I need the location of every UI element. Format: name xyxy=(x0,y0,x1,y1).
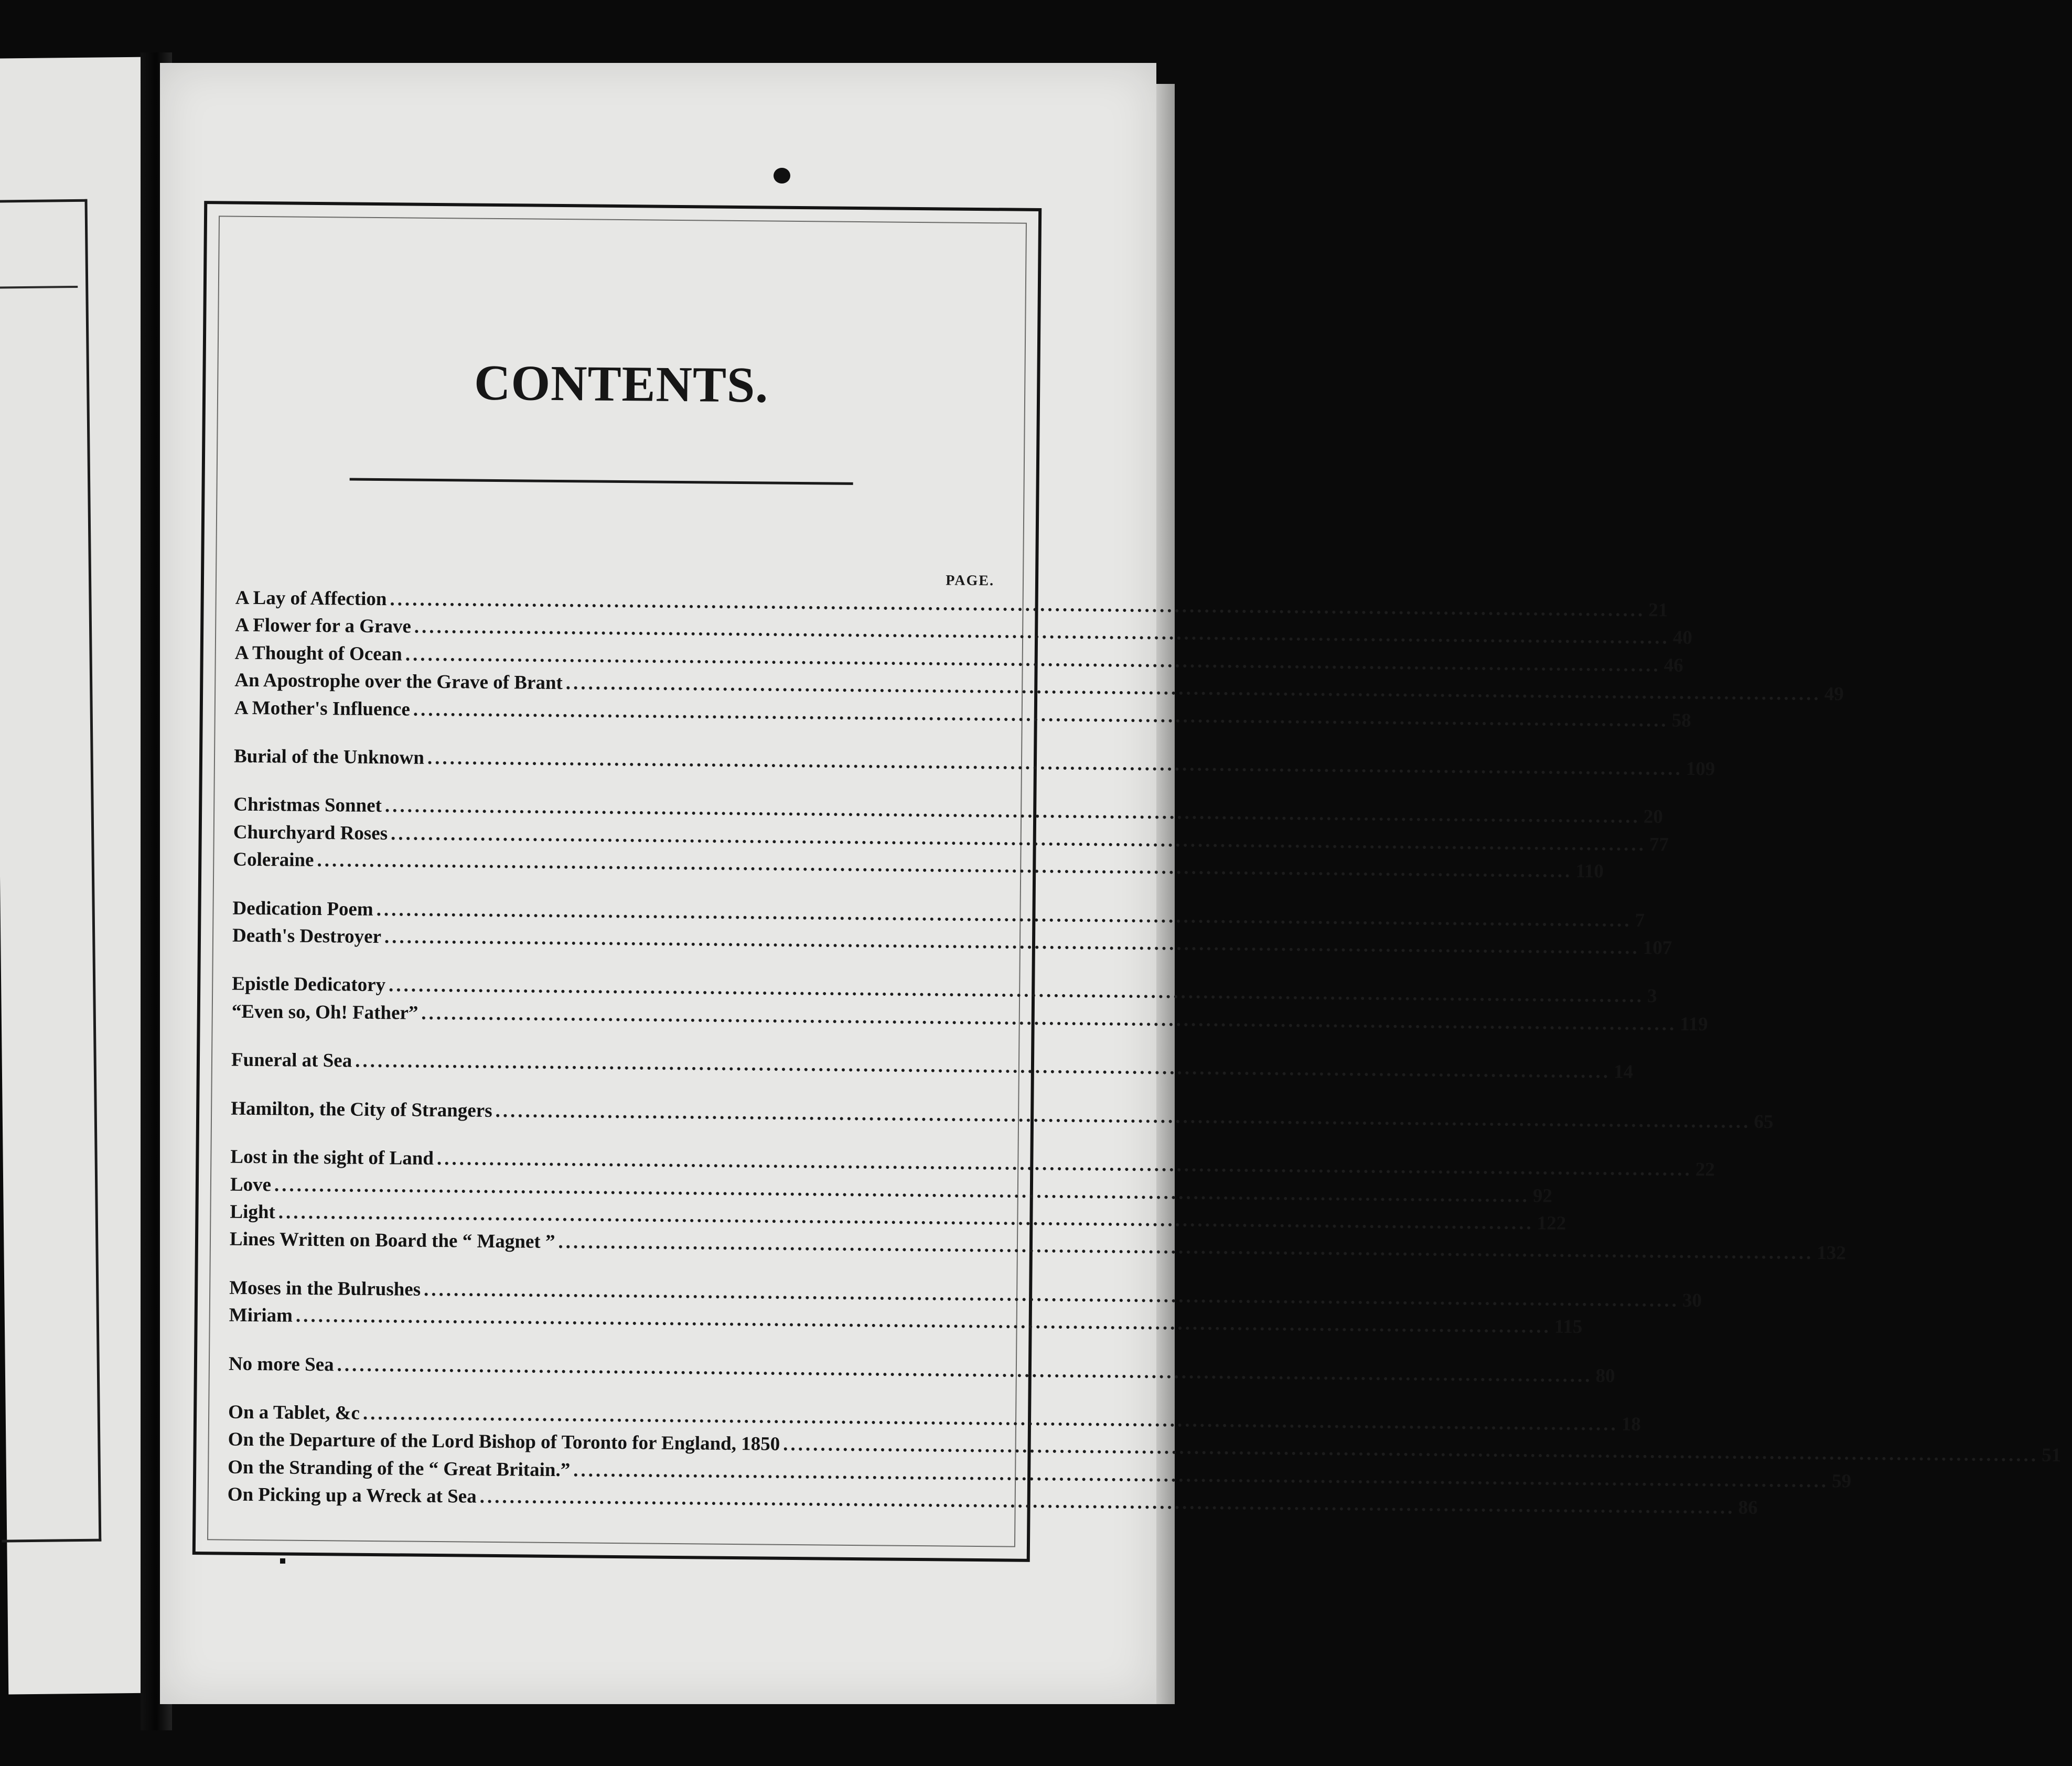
entry-page-number: 65 xyxy=(1754,1111,1774,1133)
dot-leader: ........................................................................................................................................................................ xyxy=(274,1173,1530,1207)
entry-title: Lines Written on Board the “ Magnet ” xyxy=(229,1228,555,1253)
dot-leader: ........................................................................................................................................................................ xyxy=(436,1148,1693,1181)
entry-title: Light xyxy=(230,1201,276,1223)
dot-leader: ........................................................................................................................................................................ xyxy=(413,698,1669,731)
dot-leader: ........................................................................................................................................................................ xyxy=(337,1353,1593,1386)
contents-group xyxy=(229,1274,1702,1338)
entry-title: On the Stranding of the “ Great Britain.” xyxy=(228,1456,571,1481)
entry-page-number: 21 xyxy=(1648,599,1668,621)
dot-leader: ........................................................................................................................................................................ xyxy=(423,1278,1680,1311)
dot-leader: ........................................................................................................................................................................ xyxy=(362,1402,1619,1435)
contents-group xyxy=(231,971,1708,1036)
entry-page-number: 132 xyxy=(1817,1242,1846,1264)
dot-leader: ........................................................................................................................................................................ xyxy=(278,1201,1534,1234)
entry-page-number: 30 xyxy=(1682,1289,1702,1311)
dot-leader: ........................................................................................................................................................................ xyxy=(355,1050,1611,1083)
entry-title: No more Sea xyxy=(228,1353,334,1375)
entry-page-number: 40 xyxy=(1672,627,1692,649)
contents-entry[interactable] xyxy=(231,1095,1774,1133)
contents-entry[interactable] xyxy=(233,743,1715,780)
dot-leader: ........................................................................................................................................................................ xyxy=(295,1305,1552,1338)
entry-page-number: 80 xyxy=(1595,1364,1615,1387)
entry-title: Moses in the Bulrushes xyxy=(229,1277,421,1300)
dot-leader: ........................................................................................................................................................................ xyxy=(565,672,1821,705)
entry-page-number: 59 xyxy=(1831,1470,1852,1492)
contents-group xyxy=(233,791,1669,882)
entry-page-number: 18 xyxy=(1621,1413,1641,1436)
contents-list xyxy=(227,585,2062,1536)
entry-title: Epistle Dedicatory xyxy=(232,973,386,996)
dot-leader: ........................................................................................................................................................................ xyxy=(405,643,1661,676)
dot-leader: ........................................................................................................................................................................ xyxy=(479,1485,1735,1519)
entry-title: A Flower for a Grave xyxy=(235,615,412,638)
entry-title: Burial of the Unknown xyxy=(233,745,425,769)
entry-page-number: 115 xyxy=(1554,1316,1583,1338)
dot-leader: ........................................................................................................................................................................ xyxy=(390,588,1646,621)
entry-title: On the Departure of the Lord Bishop of Toronto for England, 1850 xyxy=(228,1428,780,1456)
entry-title: Coleraine xyxy=(233,848,314,871)
entry-title: On a Tablet, &c xyxy=(228,1401,360,1424)
entry-title: A Thought of Ocean xyxy=(234,642,402,665)
contents-group xyxy=(231,1095,1774,1133)
contents-entry[interactable] xyxy=(228,1350,1615,1387)
entry-title: A Mother's Influence xyxy=(234,697,411,720)
contents-group xyxy=(228,1350,1615,1387)
entry-page-number: 110 xyxy=(1575,860,1604,882)
entry-page-number: 77 xyxy=(1649,834,1669,856)
entry-page-number: 3 xyxy=(1647,985,1657,1007)
entry-title: Christmas Sonnet xyxy=(233,794,382,817)
entry-page-number: 22 xyxy=(1695,1159,1715,1181)
dot-leader: ........................................................................................................................................................................ xyxy=(317,849,1573,882)
dot-leader: ........................................................................................................................................................................ xyxy=(573,1459,1829,1492)
entry-title: Churchyard Roses xyxy=(233,821,388,845)
dot-leader: ........................................................................................................................................................................ xyxy=(388,974,1645,1007)
entry-page-number: 92 xyxy=(1532,1184,1553,1207)
entry-page-number: 51 xyxy=(2041,1445,2062,1467)
contents-frame xyxy=(192,201,2062,1562)
dot-leader: ........................................................................................................................................................................ xyxy=(427,747,1683,780)
entry-page-number: 58 xyxy=(1671,709,1691,731)
page-title: CONTENTS. xyxy=(474,354,769,413)
entry-page-number: 107 xyxy=(1642,937,1672,959)
contents-group xyxy=(229,1144,1846,1264)
entry-title: An Apostrophe over the Grave of Brant xyxy=(234,669,563,694)
contents-group xyxy=(232,895,1672,959)
dot-leader: ........................................................................................................................................................................ xyxy=(783,1434,2039,1467)
entry-page-number: 119 xyxy=(1680,1013,1708,1036)
contents-entry[interactable] xyxy=(231,1047,1634,1083)
entry-page-number: 86 xyxy=(1738,1496,1758,1519)
contents-group xyxy=(234,585,1844,731)
contents-group xyxy=(227,1399,2062,1519)
entry-title: Funeral at Sea xyxy=(231,1049,352,1072)
dot-leader: ........................................................................................................................................................................ xyxy=(384,795,1640,828)
entry-title: Dedication Poem xyxy=(232,897,373,920)
entry-page-number: 49 xyxy=(1824,683,1844,705)
dot-leader: ........................................................................................................................................................................ xyxy=(495,1100,1751,1133)
entry-title: “Even so, Oh! Father” xyxy=(231,1000,418,1024)
facing-page-frame xyxy=(0,199,101,1543)
entry-title: Hamilton, the City of Strangers xyxy=(231,1097,492,1122)
entry-title: Miriam xyxy=(229,1304,293,1327)
dot-leader: ........................................................................................................................................................................ xyxy=(414,616,1670,649)
entry-page-number: 20 xyxy=(1643,806,1663,828)
dot-leader: ........................................................................................................................................................................ xyxy=(376,898,1632,931)
entry-title: Love xyxy=(230,1173,272,1196)
entry-title: Lost in the sight of Land xyxy=(230,1146,434,1170)
page-column-label: PAGE. xyxy=(946,572,995,589)
dot-leader: ........................................................................................................................................................................ xyxy=(558,1231,1814,1264)
entry-title: A Lay of Affection xyxy=(235,587,387,610)
entry-page-number: 122 xyxy=(1537,1212,1566,1234)
contents-group xyxy=(233,743,1715,780)
entry-page-number: 7 xyxy=(1635,909,1645,931)
contents-group xyxy=(231,1047,1634,1083)
entry-page-number: 46 xyxy=(1663,654,1683,676)
dot-leader: ........................................................................................................................................................................ xyxy=(384,926,1640,959)
entry-page-number: 109 xyxy=(1685,758,1715,780)
ink-blot xyxy=(774,168,790,184)
dot-leader: ........................................................................................................................................................................ xyxy=(421,1002,1677,1035)
entry-title: On Picking up a Wreck at Sea xyxy=(227,1483,477,1507)
entry-title: Death's Destroyer xyxy=(232,924,382,948)
entry-page-number: 14 xyxy=(1613,1061,1634,1083)
ink-speck xyxy=(280,1558,285,1564)
dot-leader: ........................................................................................................................................................................ xyxy=(390,823,1647,855)
